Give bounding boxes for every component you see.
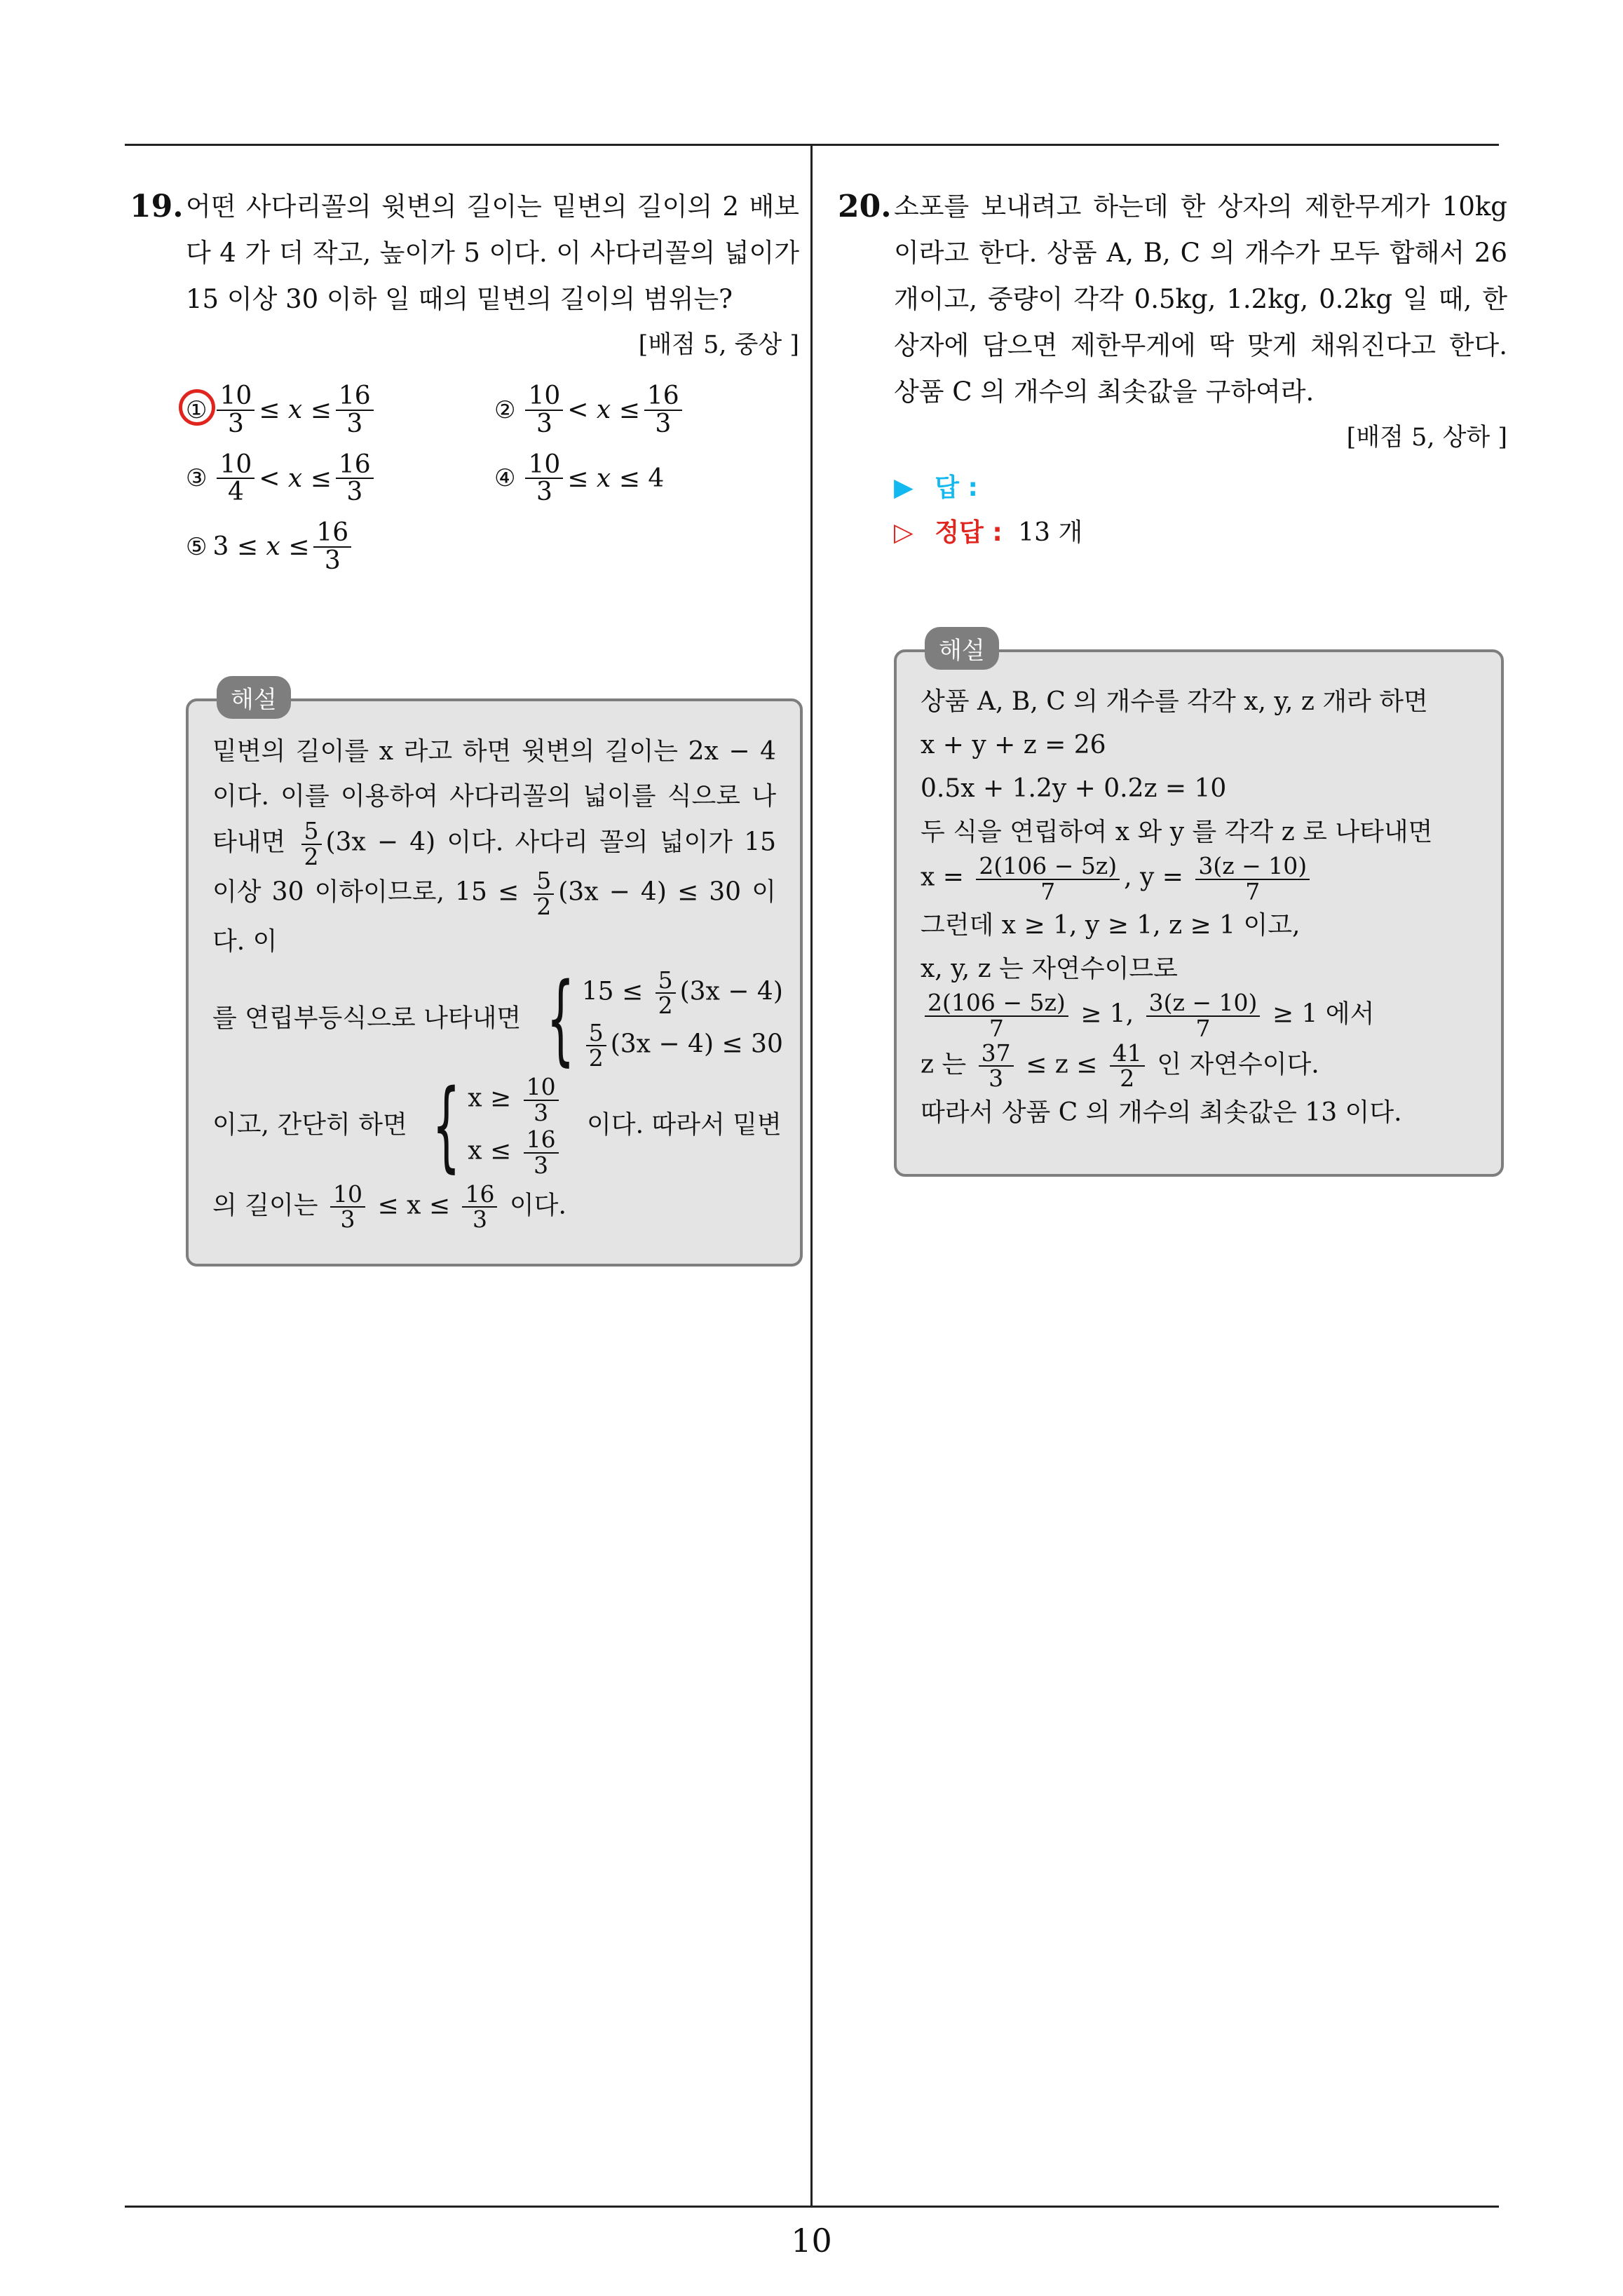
operator: ≤ — [618, 396, 640, 425]
numerator: 3(z − 10) — [1195, 854, 1310, 880]
solution-tag: 해설 — [925, 627, 999, 670]
question-20 — [838, 184, 1507, 555]
question-19 — [130, 184, 799, 574]
fraction — [644, 383, 682, 438]
fraction — [586, 1018, 606, 1072]
numerator: 2(106 − 5z) — [925, 991, 1068, 1017]
numerator: 16 — [336, 452, 374, 480]
solution-box-19 — [186, 686, 803, 1267]
bottom-rule — [125, 2206, 1499, 2208]
solution-line: 두 식을 연립하여 x 와 y 를 각각 z 로 나타내면 — [921, 818, 1433, 846]
denominator: 2 — [588, 1044, 604, 1072]
fraction — [1110, 1041, 1145, 1091]
denominator: 7 — [1195, 1014, 1211, 1042]
denominator: 2 — [304, 842, 319, 870]
choice-number: ⑤ — [186, 532, 208, 561]
denominator: 3 — [346, 409, 363, 438]
equation-part: ≥ 1 에서 — [1272, 999, 1375, 1029]
numerator: 5 — [656, 968, 676, 994]
numerator: 16 — [524, 1128, 559, 1154]
correct-answer-line — [894, 511, 1507, 555]
variable: x — [266, 532, 280, 562]
solution-line: x + y + z = 26 — [921, 731, 1106, 759]
variable: x — [596, 396, 611, 425]
inequality-system-2 — [415, 1069, 562, 1184]
denominator: 3 — [227, 409, 244, 438]
denominator: 7 — [1245, 877, 1261, 905]
numerator: 16 — [462, 1182, 497, 1208]
fraction — [217, 452, 254, 506]
system-row: x ≤ — [468, 1137, 512, 1166]
solution-paragraph: 이고, 간단히 하면 — [212, 1110, 407, 1140]
numerator: 16 — [336, 383, 374, 411]
solution-paragraph: (3x − 4) ≤ 30 이다. 이 — [212, 877, 776, 956]
solution-paragraph: 의 길이는 — [212, 1191, 318, 1220]
operator: ≤ — [236, 532, 259, 562]
solution-paragraph: 밑변의 길이를 x 라고 하면 윗변의 길이는 2x − 4 이다. 이를 이용하여 사다리꼴의 넓이를 식으로 나타내면 — [212, 737, 776, 857]
solution-line — [921, 854, 1477, 904]
numerator: 16 — [644, 383, 682, 411]
column-divider — [810, 144, 813, 2208]
denominator: 3 — [346, 478, 363, 507]
denominator: 3 — [340, 1206, 355, 1234]
variable: x — [596, 464, 611, 493]
fraction — [217, 383, 254, 438]
question-text: 소포를 보내려고 하는데 한 상자의 제한무게가 10kg 이라고 한다. 상품 A, B, C 의 개수가 모두 합해서 26 개이고, 중량이 각각 0.5kg, 1.2kg, 0.2kg 일 때, 한 상자에 담으면 제한무게에 딱 맞게 채워진다고 한다. 상품 C 의 개수의 최솟값을 구하여라. — [894, 191, 1507, 407]
fraction — [525, 383, 563, 438]
equation-part: , y = — [1124, 863, 1183, 892]
left-brace-icon: { — [546, 961, 575, 1076]
numerator: 5 — [301, 819, 322, 845]
question-points: [배점 5, 상하 ] — [1346, 424, 1507, 452]
denominator: 3 — [655, 409, 672, 438]
denominator: 2 — [1120, 1065, 1135, 1093]
solution-paragraph: 를 연립부등식으로 나타내면 — [212, 1003, 522, 1032]
fraction — [313, 520, 351, 574]
solution-paragraph: 이다. 따라서 밑변 — [587, 1110, 782, 1140]
fraction — [925, 991, 1068, 1041]
operator: ≤ — [310, 396, 332, 425]
numerator: 5 — [586, 1021, 606, 1047]
equation-part: x = — [921, 863, 964, 892]
numerator: 10 — [217, 452, 254, 480]
numerator: 10 — [525, 452, 563, 480]
denominator: 2 — [536, 892, 552, 920]
numerator: 3(z − 10) — [1146, 991, 1261, 1017]
fraction — [330, 1182, 365, 1232]
denominator: 7 — [1040, 877, 1056, 905]
question-number: 19. — [130, 189, 184, 224]
fraction — [462, 1182, 497, 1232]
correct-answer-value: 13 개 — [1018, 518, 1083, 547]
bound-value: 3 — [212, 532, 229, 562]
numerator: 16 — [313, 520, 351, 548]
fraction — [525, 452, 563, 506]
answer-input-line[interactable] — [894, 466, 1507, 511]
numerator: 5 — [534, 869, 554, 895]
fraction — [301, 819, 322, 869]
solution-line: 상품 A, B, C 의 개수를 각각 x, y, z 개라 하면 — [921, 687, 1428, 716]
numerator: 10 — [330, 1182, 365, 1208]
system-row: x ≥ — [468, 1083, 512, 1113]
selected-circle-mark — [179, 389, 215, 426]
denominator: 3 — [536, 409, 552, 438]
page-number: 10 — [791, 2222, 832, 2260]
solution-box-20 — [894, 637, 1504, 1177]
operator: < — [259, 464, 280, 493]
fraction — [1146, 991, 1261, 1041]
numerator: 37 — [979, 1041, 1014, 1067]
system-row: (3x − 4) — [679, 977, 783, 1006]
choice-2[interactable] — [494, 383, 803, 438]
numerator: 10 — [525, 383, 563, 411]
answer-label: 답 : — [935, 473, 978, 502]
operator: ≤ — [288, 532, 310, 562]
denominator: 3 — [989, 1065, 1004, 1093]
fraction — [336, 383, 374, 438]
correct-answer-label: 정답 : — [935, 518, 1003, 547]
choice-list — [186, 383, 799, 574]
equation-part: z 는 — [921, 1050, 967, 1079]
outline-arrow-icon: ▷ — [894, 518, 914, 547]
choice-number: ④ — [494, 464, 516, 493]
inequality: ≤ x ≤ — [377, 1191, 450, 1220]
solution-line: 0.5x + 1.2y + 0.2z = 10 — [921, 774, 1227, 803]
denominator: 7 — [989, 1014, 1004, 1042]
choice-5[interactable] — [186, 520, 494, 574]
denominator: 2 — [658, 992, 673, 1020]
fraction — [979, 1041, 1014, 1091]
solution-line — [921, 1041, 1477, 1091]
operator: ≤ — [618, 464, 640, 493]
left-brace-icon: { — [432, 1069, 461, 1184]
denominator: 3 — [324, 546, 341, 575]
fraction — [976, 854, 1120, 904]
fraction — [336, 452, 374, 506]
denominator: 3 — [472, 1206, 487, 1234]
denominator: 4 — [227, 478, 244, 507]
equation-part: ≥ 1, — [1080, 999, 1134, 1029]
fraction — [524, 1075, 559, 1125]
question-number: 20. — [838, 189, 892, 224]
choice-number: ② — [494, 396, 516, 424]
solution-paragraph: (3x − 4) 이다. 사다리 꼴의 넓이가 15 이상 30 이하이므로, 15 ≤ — [212, 828, 776, 907]
choice-number: ① — [186, 396, 208, 424]
numerator: 10 — [524, 1075, 559, 1101]
fraction — [524, 1126, 559, 1180]
choice-3[interactable] — [186, 452, 494, 506]
numerator: 10 — [217, 383, 254, 411]
choice-number: ③ — [186, 464, 208, 493]
solution-line: 따라서 상품 C 의 개수의 최솟값은 13 이다. — [921, 1098, 1402, 1127]
numerator: 41 — [1110, 1041, 1145, 1067]
denominator: 3 — [536, 478, 552, 507]
solution-paragraph: 이다. — [509, 1191, 566, 1220]
choice-1[interactable] — [186, 383, 494, 438]
fraction — [534, 869, 554, 919]
play-arrow-icon: ▶ — [894, 473, 914, 502]
equation-part: ≤ z ≤ — [1026, 1050, 1098, 1079]
operator: ≤ — [310, 464, 332, 493]
solution-text — [921, 680, 1477, 1135]
numerator: 2(106 − 5z) — [976, 854, 1120, 880]
equation-part: 인 자연수이다. — [1157, 1050, 1319, 1079]
denominator: 3 — [534, 1098, 549, 1126]
variable: x — [287, 396, 303, 425]
operator: < — [567, 396, 589, 425]
fraction — [656, 968, 676, 1018]
bound-value: 4 — [648, 464, 665, 493]
system-row: 15 ≤ — [581, 977, 644, 1006]
solution-line — [921, 991, 1477, 1041]
solution-line: 그런데 x ≥ 1, y ≥ 1, z ≥ 1 이고, — [921, 911, 1301, 940]
variable: x — [287, 464, 303, 493]
solution-text — [212, 729, 783, 1234]
inequality-system-1 — [529, 961, 783, 1076]
denominator: 3 — [534, 1152, 549, 1180]
operator: ≤ — [567, 464, 589, 493]
choice-4[interactable] — [494, 452, 803, 506]
system-row: (3x − 4) ≤ 30 — [610, 1029, 783, 1059]
fraction — [1195, 854, 1310, 904]
solution-tag: 해설 — [217, 676, 291, 719]
question-text: 어떤 사다리꼴의 윗변의 길이는 밑변의 길이의 2 배보다 4 가 더 작고, 높이가 5 이다. 이 사다리꼴의 넓이가 15 이상 30 이하 일 때의 밑변의 길이의 범위는? — [186, 191, 799, 314]
solution-line: x, y, z 는 자연수이므로 — [921, 954, 1178, 984]
question-points: [배점 5, 중상 ] — [638, 331, 799, 359]
operator: ≤ — [259, 396, 280, 425]
